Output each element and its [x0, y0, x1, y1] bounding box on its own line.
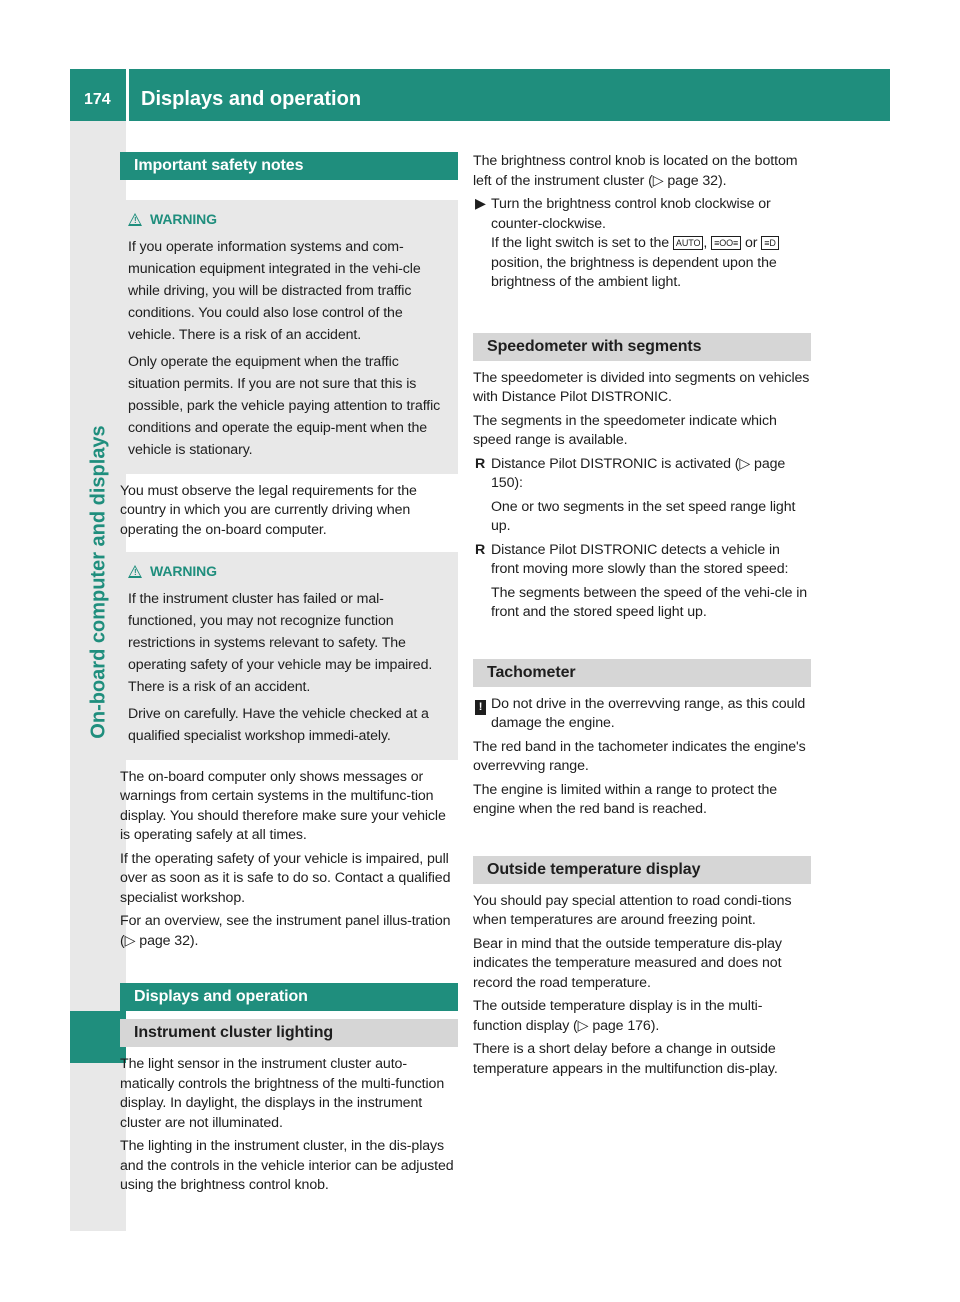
- warning-box-1: [120, 200, 458, 474]
- step-switch-text: If the light switch is set to the AUTO , ≡OO≡ or ≡D position, the brightness is dependent upon the brightness of the ambient light.: [491, 234, 811, 293]
- side-light-icon: ≡OO≡: [711, 236, 741, 250]
- section-heading-safety: Important safety notes: [120, 152, 458, 180]
- paragraph-lighting: The lighting in the instrument cluster, in the dis-plays and the controls in the vehicle interior can be adjusted using the brightness control knob.: [120, 1138, 454, 1193]
- warning-text: If the instrument cluster has failed or mal-functioned, you may not recognize function restrictions in systems relevant to safety. The operating safety of your vehicle may be impaired. There is a risk of an accident.: [128, 590, 433, 695]
- paragraph-tacho-2: The engine is limited within a range to protect the engine when the red band is reached.: [473, 781, 778, 817]
- paragraph-temp-2: Bear in mind that the outside temperature dis-play indicates the temperature measured and does not record the road temperature.: [473, 935, 782, 991]
- warning-header: [128, 210, 450, 230]
- paragraph-temp-4: There is a short delay before a change in outside temperature appears in the multifunction dis-play.: [473, 1041, 778, 1077]
- page-title: Displays and operation: [141, 88, 362, 110]
- section-heading-temperature: Outside temperature display: [473, 856, 811, 884]
- bullet-icon: R: [475, 455, 486, 472]
- paragraph-temp-1: You should pay special attention to road condi-tions when temperatures are around freezing point.: [473, 892, 792, 928]
- subsection-heading-lighting: Instrument cluster lighting: [120, 1019, 458, 1047]
- auto-light-icon: AUTO: [673, 236, 703, 250]
- list-item: R Distance Pilot DISTRONIC detects a vehicle in front moving more slowly than the stored speed: The segments between the speed of the vehi-cle in front and the stored speed light up.: [475, 541, 808, 620]
- paragraph-sensor: The light sensor in the instrument cluster auto-matically controls the brightness of the multi-function display. In daylight, the displays in the instrument cluster are not illuminated.: [120, 1056, 445, 1131]
- warning-icon: !: [128, 213, 142, 226]
- paragraph-legal: You must observe the legal requirements for the country in which you are currently driving when operating the on-board computer.: [120, 482, 417, 538]
- paragraph-tacho-1: The red band in the tachometer indicates the engine's overrevving range.: [473, 738, 806, 774]
- bullet-icon: R: [475, 541, 486, 558]
- paragraph-impaired: If the operating safety of your vehicle is impaired, pull over as soon as it is safe to do so. Contact a qualified specialist workshop.: [120, 850, 451, 906]
- header-divider: [126, 69, 129, 121]
- low-beam-icon: ≡D: [761, 236, 779, 250]
- page-number: 174: [84, 91, 111, 108]
- warning-header: [128, 562, 450, 582]
- instruction-step: [473, 195, 811, 293]
- step-text: Turn the brightness control knob clockwise or counter-clockwise.: [491, 196, 771, 232]
- left-column: [120, 152, 458, 1200]
- warning-text: Drive on carefully. Have the vehicle checked at a qualified specialist workshop immedi-ately.: [128, 705, 429, 744]
- paragraph-knob: The brightness control knob is located on the bottom left of the instrument cluster (▷ page 32).: [473, 153, 798, 189]
- warning-text: If you operate information systems and com-munication equipment integrated in the vehi-cle while driving, you will be distracted from traffic conditions. You could also lose control of the vehicle. There is a risk of an accident.: [128, 238, 421, 343]
- paragraph-speed-1: The speedometer is divided into segments on vehicles with Distance Pilot DISTRONIC.: [473, 369, 810, 405]
- side-tab-marker: [70, 1011, 126, 1063]
- step-arrow-icon: ▶: [475, 196, 486, 212]
- section-heading-displays: Displays and operation: [120, 983, 458, 1011]
- paragraph-messages: The on-board computer only shows messages or warnings from certain systems in the multifunc-tion display. You should therefore make sure your vehicle is operating safely at all times.: [120, 768, 446, 843]
- side-tab-label: On-board computer and displays: [87, 425, 110, 739]
- warning-text: Only operate the equipment when the traffic situation permits. If you are not sure that this is possible, park the vehicle paying attention to traffic conditions and operate the equip-ment when the vehicle is stationary.: [128, 353, 441, 458]
- right-column: [473, 152, 811, 1083]
- warning-icon: !: [128, 565, 142, 578]
- list-item: R Distance Pilot DISTRONIC is activated (▷ page 150): One or two segments in the set speed range light up.: [475, 455, 796, 534]
- section-heading-speedometer: Speedometer with segments: [473, 333, 811, 361]
- caution-icon: !: [475, 695, 492, 715]
- paragraph-speed-2: The segments in the speedometer indicate which speed range is available.: [473, 412, 777, 448]
- section-heading-tachometer: Tachometer: [473, 659, 811, 687]
- warning-label: WARNING: [150, 563, 217, 579]
- warning-label: WARNING: [150, 211, 217, 227]
- warning-box-2: [120, 552, 458, 760]
- paragraph-overview: For an overview, see the instrument panel illus-tration (▷ page 32).: [120, 913, 451, 949]
- paragraph-temp-3: The outside temperature display is in the multi-function display (▷ page 176).: [473, 998, 763, 1034]
- note-item: ! Do not drive in the overrevving range, as this could damage the engine.: [473, 695, 811, 734]
